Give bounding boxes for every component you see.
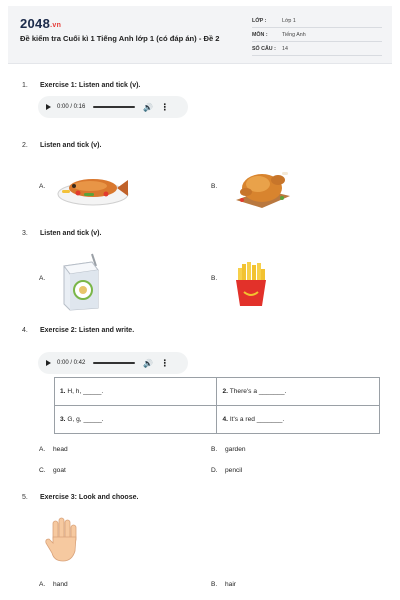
- french-fries-icon: [234, 262, 268, 306]
- option-3b-label: B.: [211, 275, 218, 282]
- table-cell: 3. G, g, _____.: [55, 406, 217, 434]
- site-logo[interactable]: 2048.vn: [20, 16, 62, 31]
- table-cell: 1. H, h, _____.: [55, 378, 217, 406]
- play-icon[interactable]: [46, 104, 51, 110]
- milk-carton-icon: [58, 252, 104, 312]
- meta-grade: LỚP : Lớp 1: [252, 14, 382, 28]
- meta-question-count: SỐ CÂU : 14: [252, 42, 382, 56]
- volume-icon[interactable]: 🔊: [143, 358, 154, 368]
- play-icon[interactable]: [46, 360, 51, 366]
- audio-player-4: [38, 352, 188, 374]
- choice-4b[interactable]: B. garden: [211, 446, 246, 453]
- option-3a-label: A.: [39, 275, 46, 282]
- choice-4a[interactable]: A. head: [39, 446, 68, 453]
- volume-icon[interactable]: 🔊: [143, 102, 154, 112]
- fill-blank-table: [54, 377, 380, 434]
- document-meta: [252, 14, 382, 56]
- roast-chicken-icon: [232, 162, 292, 210]
- question-2: 2. Listen and tick (v).: [22, 142, 102, 149]
- option-2b-label: B.: [211, 183, 218, 190]
- question-4: 4. Exercise 2: Listen and write.: [22, 327, 135, 334]
- table-cell: 4. It's a red _______.: [217, 406, 380, 434]
- question-3: 3. Listen and tick (v).: [22, 230, 102, 237]
- choice-4c[interactable]: C. goat: [39, 467, 66, 474]
- question-5: 5. Exercise 3: Look and choose.: [22, 494, 139, 501]
- document-page: [8, 6, 392, 600]
- audio-progress-bar[interactable]: [93, 362, 135, 364]
- table-row: [55, 378, 380, 406]
- table-cell: 2. There's a _______.: [217, 378, 380, 406]
- choice-5a[interactable]: A. hand: [39, 581, 68, 588]
- option-2a-label: A.: [39, 183, 46, 190]
- audio-progress-bar[interactable]: [93, 106, 135, 108]
- audio-player-1: [38, 96, 188, 118]
- table-row: [55, 406, 380, 434]
- open-hand-icon: [44, 517, 82, 563]
- choice-5b[interactable]: B. hair: [211, 581, 236, 588]
- choice-4d[interactable]: D. pencil: [211, 467, 243, 474]
- document-header: [8, 6, 392, 64]
- more-options-icon[interactable]: ⋮: [160, 357, 170, 368]
- audio-time: 0:00 / 0:16: [57, 104, 86, 110]
- grilled-fish-icon: [56, 166, 130, 208]
- more-options-icon[interactable]: ⋮: [160, 101, 170, 112]
- question-1: 1. Exercise 1: Listen and tick (v).: [22, 82, 141, 89]
- audio-time: 0:00 / 0:42: [57, 360, 86, 366]
- document-title: Đề kiểm tra Cuối kì 1 Tiếng Anh lớp 1 (có đáp án) - Đề 2: [20, 34, 220, 43]
- meta-subject: MÔN : Tiếng Anh: [252, 28, 382, 42]
